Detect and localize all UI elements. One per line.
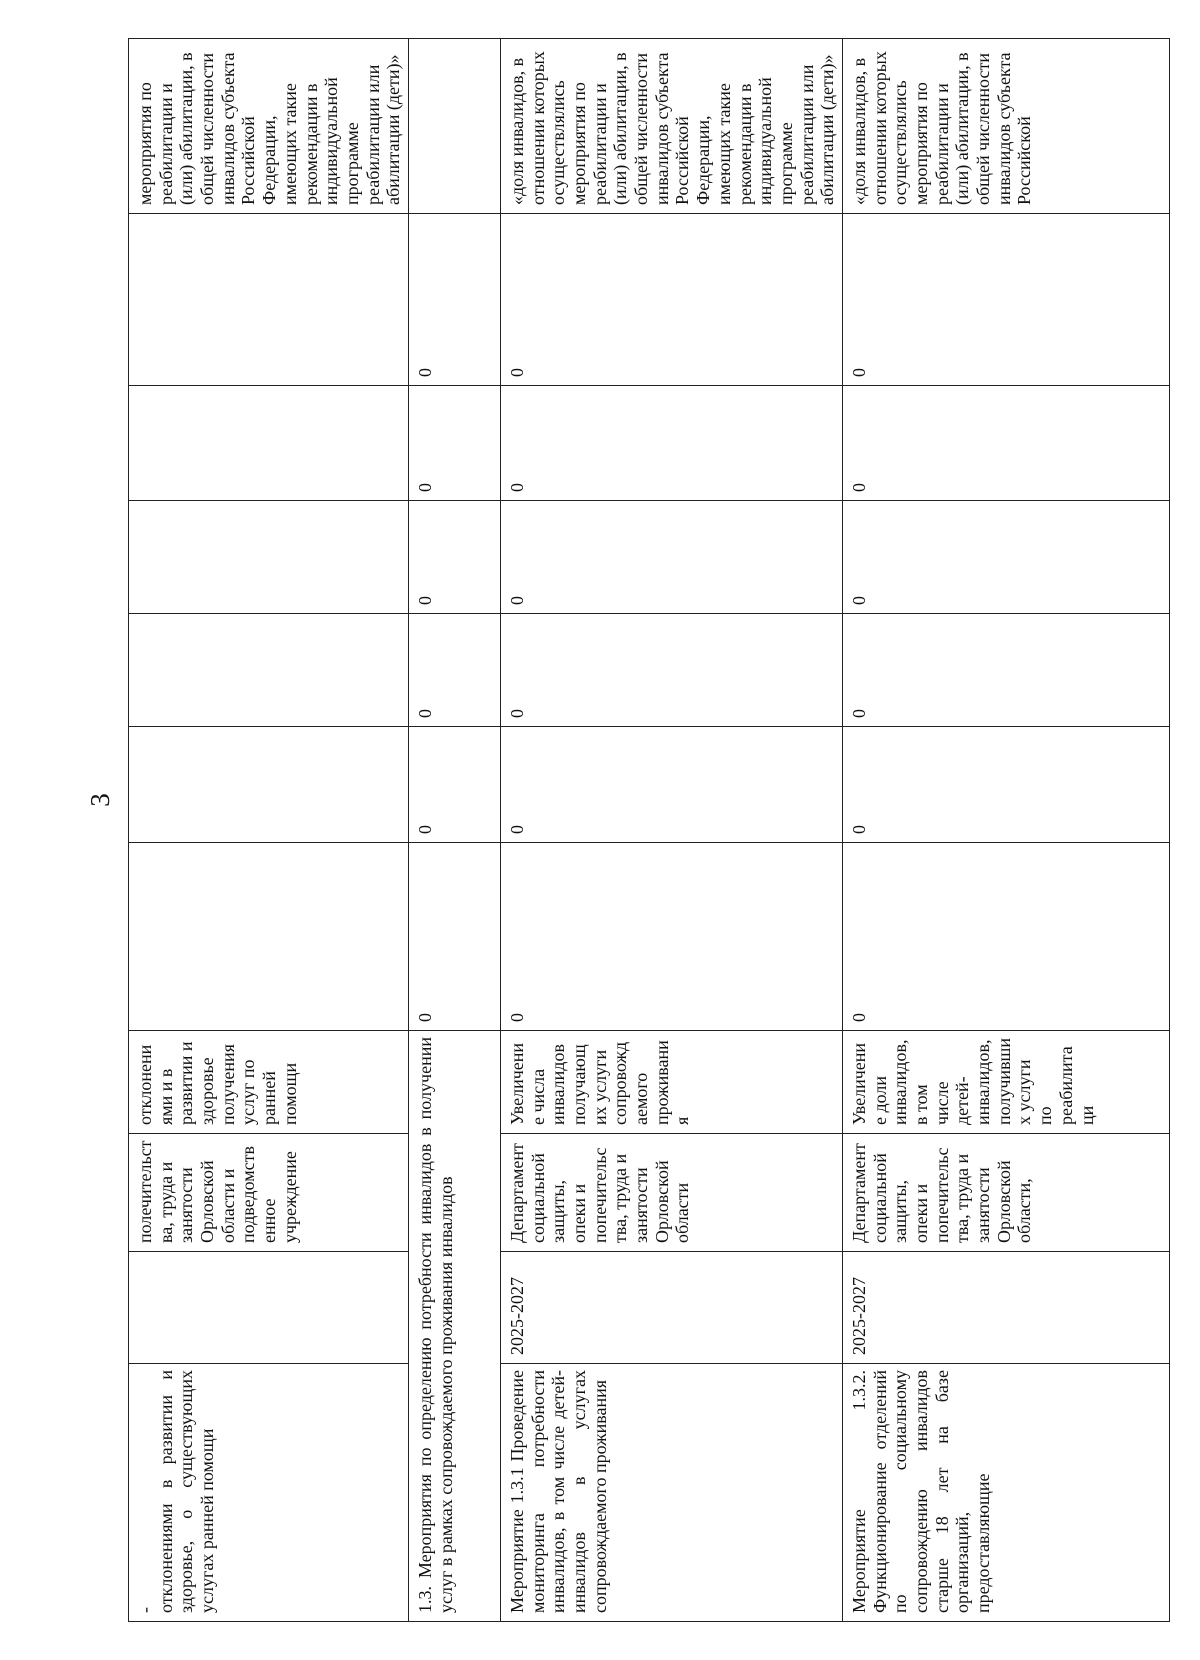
- result-cell: отклонениями и в развитии и здоровье получения услуг по ранней помощи: [129, 1031, 409, 1134]
- value-cell-5: [129, 386, 409, 501]
- value-cell-1: 0: [842, 843, 1169, 1031]
- value-cell-5: 0: [408, 386, 500, 501]
- value-cell-6: 0: [842, 214, 1169, 386]
- value-cell-5: 0: [500, 386, 842, 501]
- value-cell-6: [129, 214, 409, 386]
- value-cell-3: 0: [408, 614, 500, 727]
- table-row-activity-1-3-1: [500, 39, 842, 1622]
- value-cell-3: [129, 614, 409, 727]
- value-cell-4: 0: [500, 501, 842, 614]
- result-cell: Увеличение числа инвалидов получающих услуги сопровождаемого проживания: [500, 1031, 842, 1134]
- value-cell-3: 0: [500, 614, 842, 727]
- table-row-section-1-3: [408, 39, 500, 1622]
- value-cell-4: [129, 501, 409, 614]
- indicator-cell: «доля инвалидов, в отношении которых осуществлялись мероприятия по реабилитации и (или) абилитации, в общей численности инвалидов субъекта Российской: [842, 39, 1169, 214]
- value-cell-4: 0: [408, 501, 500, 614]
- indicator-cell: [408, 39, 500, 214]
- indicator-cell: «доля инвалидов, в отношении которых осуществлялись мероприятия по реабилитации и (или) абилитации, в общей численности инвалидов субъекта Российской Федерации, имеющих такие рекомендации в индивидуальной программе реабилитации или абилитации (дети)»: [500, 39, 842, 214]
- activity-name-cell: Мероприятие 1.3.1 Проведение мониторинга потребности инвалидов, в том числе детей-инвалидов в услугах сопровождаемого проживания: [500, 1364, 842, 1622]
- value-cell-1: 0: [500, 843, 842, 1031]
- value-cell-2: [129, 727, 409, 843]
- value-cell-1: [129, 843, 409, 1031]
- table-row-continuation: [129, 39, 409, 1622]
- result-cell: Увеличение доли инвалидов, в том числе детей-инвалидов, получивших услуги по реабилитаци: [842, 1031, 1169, 1134]
- value-cell-1: 0: [408, 843, 500, 1031]
- executor-cell: Департамент социальной защиты, опеки и попечительства, труда и занятости Орловской области,: [842, 1134, 1169, 1252]
- rotated-table-wrapper: [128, 39, 1140, 1622]
- section-title-cell: 1.3. Мероприятия по определению потребности инвалидов в получении услуг в рамках сопровождаемого проживания инвалидов: [408, 1031, 500, 1622]
- indicator-cell: мероприятия по реабилитации и (или) абилитации, в общей численности инвалидов субъекта Российской Федерации, имеющих такие рекомендации в индивидуальной программе реабилитации или абилитации (дети)»: [129, 39, 409, 214]
- value-cell-2: 0: [408, 727, 500, 843]
- value-cell-3: 0: [842, 614, 1169, 727]
- period-cell: 2025-2027: [842, 1252, 1169, 1364]
- value-cell-6: 0: [408, 214, 500, 386]
- value-cell-4: 0: [842, 501, 1169, 614]
- executor-cell: полечительства, труда и занятости Орловской области и подведомственное учреждение: [129, 1134, 409, 1252]
- executor-cell: Департамент социальной защиты, опеки и попечительства, труда и занятости Орловской области: [500, 1134, 842, 1252]
- period-cell: [129, 1252, 409, 1364]
- period-cell: 2025-2027: [500, 1252, 842, 1364]
- activity-name-cell: Мероприятие 1.3.2. Функционирование отделений по социальному сопровождению инвалидов старше 18 лет на базе организаций, предоставляющие: [842, 1364, 1169, 1622]
- rotated-table-frame: [128, 39, 1140, 1622]
- page-number: 3: [85, 793, 115, 807]
- activity-name-cell: - отклонениями в развитии и здоровье, о существующих услугах ранней помощи: [129, 1364, 409, 1622]
- value-cell-2: 0: [842, 727, 1169, 843]
- program-activities-table: [128, 38, 1170, 1622]
- table-row-activity-1-3-2: [842, 39, 1169, 1622]
- value-cell-6: 0: [500, 214, 842, 386]
- value-cell-2: 0: [500, 727, 842, 843]
- value-cell-5: 0: [842, 386, 1169, 501]
